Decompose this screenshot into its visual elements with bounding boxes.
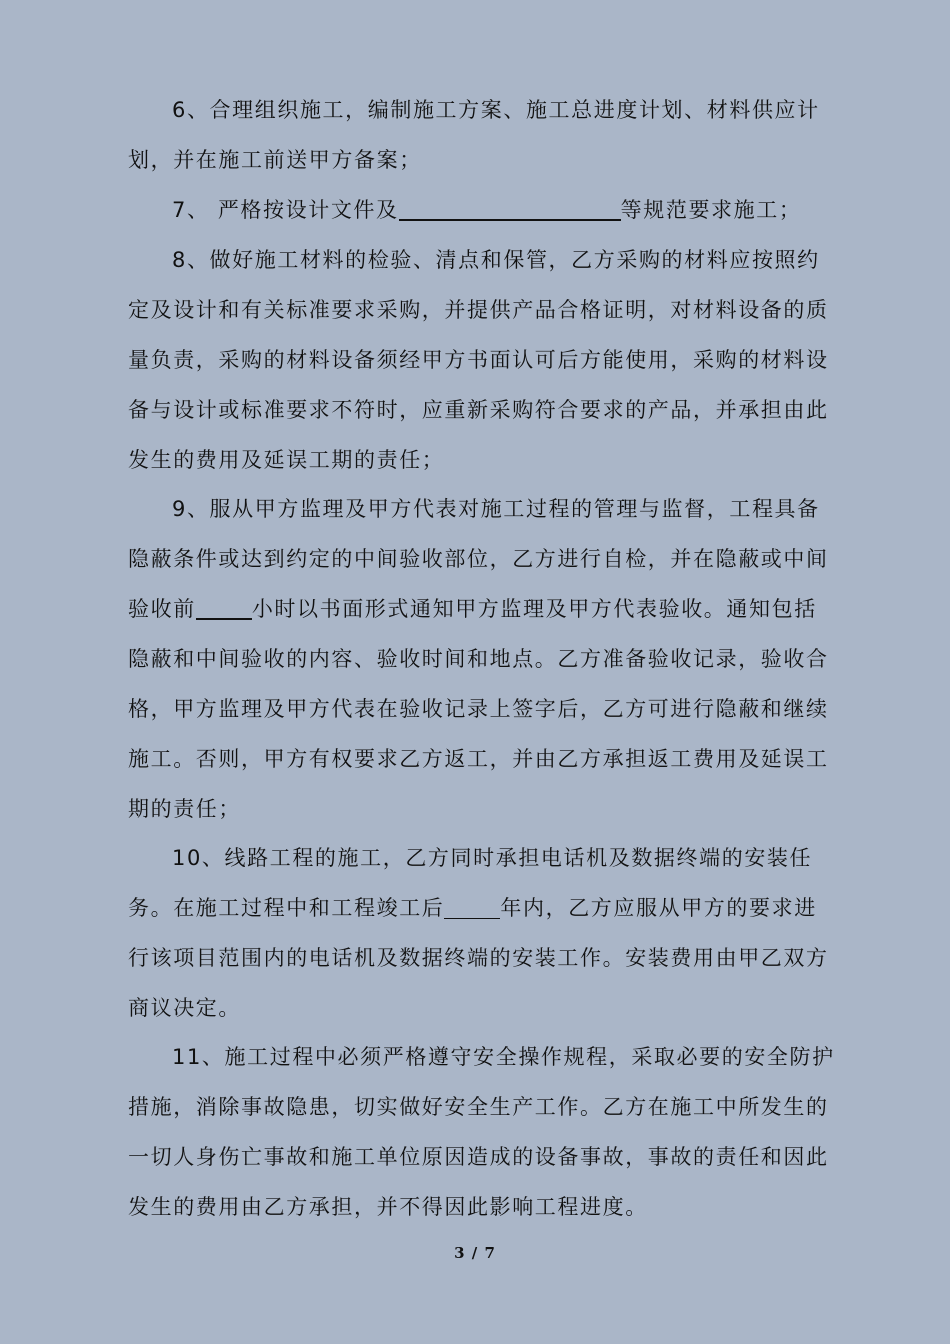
clause-6 bbox=[128, 85, 828, 185]
clause-8-line-1: 8、做好施工材料的检验、清点和保管，乙方采购的材料应按照约 bbox=[172, 248, 820, 272]
clause-9-line-1: 9、服从甲方监理及甲方代表对施工过程的管理与监督，工程具备 bbox=[172, 497, 820, 521]
clause-8-line-5: 发生的费用及延误工期的责任； bbox=[128, 448, 445, 472]
clause-8-line-2: 定及设计和有关标准要求采购，并提供产品合格证明，对材料设备的质 bbox=[128, 298, 829, 322]
clause-10-line-2 bbox=[128, 883, 828, 933]
clause-7-text-after-blank: 等规范要求施工； bbox=[620, 198, 802, 222]
clause-11-line-3: 一切人身伤亡事故和施工单位原因造成的设备事故，事故的责任和因此 bbox=[128, 1145, 829, 1169]
clause-9-text-before-blank: 验收前 bbox=[128, 597, 196, 621]
clause-7-text-before-blank: 7、 严格按设计文件及 bbox=[172, 198, 399, 222]
clause-10-line-4: 商议决定。 bbox=[128, 996, 241, 1020]
clause-9-line-6: 施工。否则，甲方有权要求乙方返工，并由乙方承担返工费用及延误工 bbox=[128, 747, 829, 771]
page-number: 3 / 7 bbox=[454, 1244, 496, 1262]
clause-9-line-7: 期的责任； bbox=[128, 797, 241, 821]
years-blank bbox=[444, 892, 500, 919]
clause-10-text-after-blank: 年内，乙方应服从甲方的要求进 bbox=[500, 896, 817, 920]
clause-9-text-after-blank: 小时以书面形式通知甲方监理及甲方代表验收。通知包括 bbox=[251, 597, 817, 621]
clause-9-line-5: 格，甲方监理及甲方代表在验收记录上签字后，乙方可进行隐蔽和继续 bbox=[128, 697, 829, 721]
clause-11-line-4: 发生的费用由乙方承担，并不得因此影响工程进度。 bbox=[128, 1195, 648, 1219]
clause-11 bbox=[128, 1032, 835, 1232]
clause-9-line-4: 隐蔽和中间验收的内容、验收时间和地点。乙方准备验收记录，验收合 bbox=[128, 647, 829, 671]
clause-7-line-1 bbox=[128, 185, 828, 235]
clause-10-line-3: 行该项目范围内的电话机及数据终端的安装工作。安装费用由甲乙双方 bbox=[128, 946, 829, 970]
clause-8-line-3: 量负责，采购的材料设备须经甲方书面认可后方能使用，采购的材料设 bbox=[128, 348, 829, 372]
hours-blank bbox=[196, 592, 252, 620]
clause-6-line-1: 6、合理组织施工，编制施工方案、施工总进度计划、材料供应计 bbox=[172, 98, 820, 122]
clause-10 bbox=[128, 833, 828, 1033]
clause-6-line-2: 划，并在施工前送甲方备案； bbox=[128, 148, 422, 172]
standards-blank bbox=[399, 193, 621, 221]
clause-8 bbox=[128, 235, 828, 485]
clause-7 bbox=[128, 185, 828, 235]
clause-10-line-1: 10、线路工程的施工，乙方同时承担电话机及数据终端的安装任 bbox=[172, 846, 813, 870]
clause-9-line-3 bbox=[128, 584, 828, 634]
clause-9 bbox=[128, 484, 828, 834]
clause-8-line-4: 备与设计或标准要求不符时，应重新采购符合要求的产品，并承担由此 bbox=[128, 398, 829, 422]
clause-11-line-1: 11、施工过程中必须严格遵守安全操作规程，采取必要的安全防护 bbox=[172, 1045, 835, 1069]
clause-10-text-before-blank: 务。在施工过程中和工程竣工后 bbox=[128, 896, 445, 920]
clause-9-line-2: 隐蔽条件或达到约定的中间验收部位，乙方进行自检，并在隐蔽或中间 bbox=[128, 547, 829, 571]
clause-11-line-2: 措施，消除事故隐患，切实做好安全生产工作。乙方在施工中所发生的 bbox=[128, 1095, 829, 1119]
